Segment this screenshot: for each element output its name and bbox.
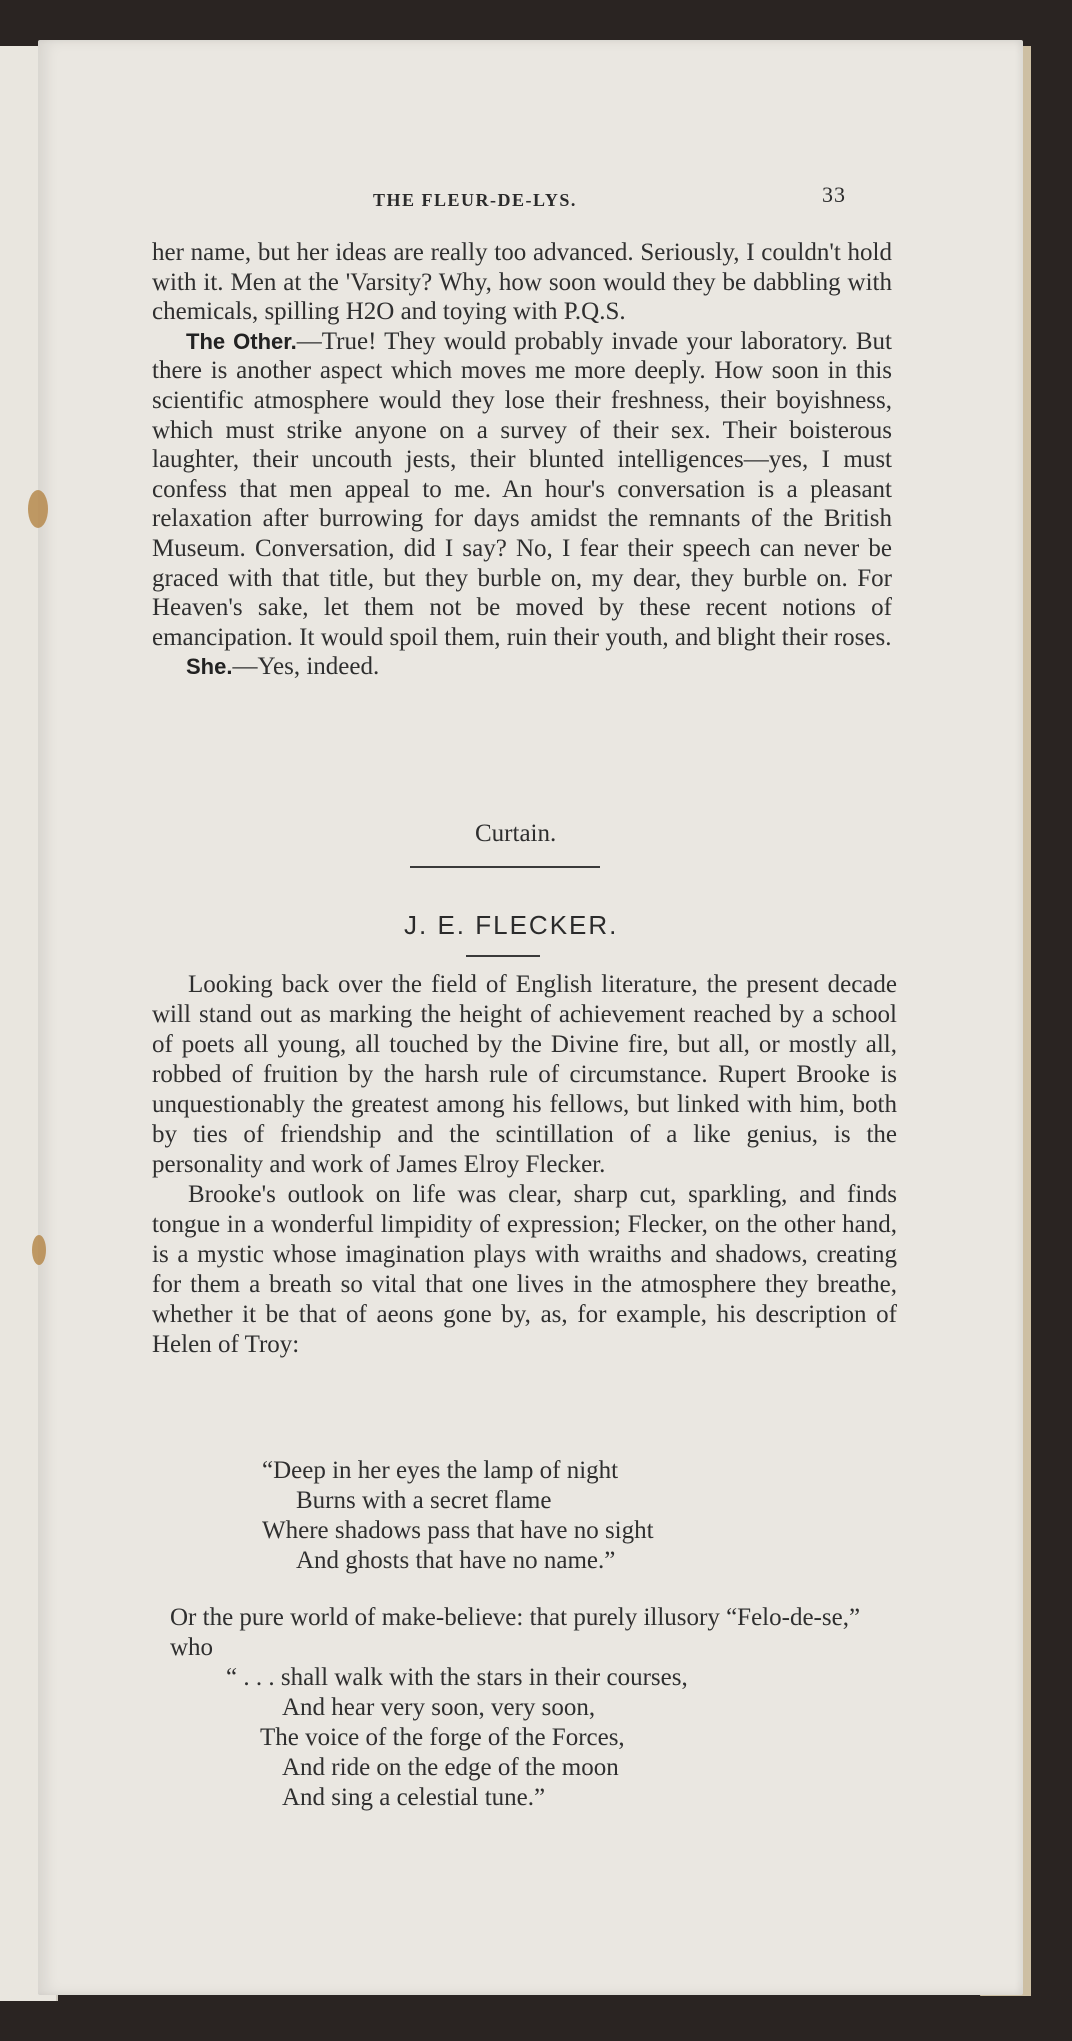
section-divider: [410, 866, 600, 868]
article-title: J. E. FLECKER.: [404, 910, 619, 940]
binding-stain-top: [28, 490, 48, 528]
article-body: [152, 970, 897, 1360]
poem-line: “Deep in her eyes the lamp of night: [262, 1457, 619, 1484]
running-head: THE FLEUR-DE-LYS.: [373, 190, 577, 210]
dialogue-section: [152, 238, 892, 682]
poem-line: Where shadows pass that have no sight: [262, 1517, 654, 1544]
dialogue-she-paragraph: [152, 652, 892, 682]
dialogue-opening: her name, but her ideas are really too advanced. Seriously, I couldn't hold with it. Men at the 'Varsity? Why, how soon would they be dabbling with chemicals, spilling H2O and toying with P.Q.S.: [152, 239, 892, 326]
poem-line: And ghosts that have no name.”: [296, 1547, 616, 1574]
page-number: 33: [822, 182, 846, 207]
poem-line: And sing a celestial tune.”: [282, 1784, 546, 1811]
poem-line: And ride on the edge of the moon: [282, 1754, 619, 1781]
poem-line: “ . . . shall walk with the stars in their courses,: [226, 1664, 688, 1691]
poem-line: The voice of the forge of the Forces,: [260, 1724, 625, 1751]
poem-helen: [262, 1456, 654, 1576]
curtain-direction: Curtain.: [475, 820, 557, 847]
title-underline: [466, 955, 540, 957]
poem-felo-de-se: [226, 1663, 688, 1813]
binding-stain-bottom: [32, 1235, 46, 1265]
article-paragraph-2: Brooke's outlook on life was clear, sharp cut, sparkling, and finds tongue in a wonderful limpidity of expression; Flecker, on the other hand, is a mystic whose imagination plays with wraiths and shadows, creating for them a breath so vital that one lives in the atmosphere they breathe, whether it be that of aeons gone by, as, for example, his description of Helen of Troy:: [152, 1181, 897, 1358]
dialogue-other-paragraph: [152, 327, 892, 653]
speaker-the-other: The Other.: [186, 328, 297, 354]
poem-line: And hear very soon, very soon,: [282, 1694, 596, 1721]
other-speech: —True! They would probably invade your laboratory. But there is another aspect which moves me more deeply. How soon in this scientific atmosphere would they lose their freshness, their boyishness, which must strike anyone on a survey of their sex. Their boisterous laughter, their uncouth jests, their blunted intelligences—yes, I must confess that men appeal to me. An hour's conversation is a pleasant relaxation after burrowing for days amidst the remnants of the British Museum. Conversation, did I say? No, I fear their speech can never be graced with that title, but they burble on, my dear, they burble on. For Heaven's sake, let them not be moved by these recent notions of emancipation. It would spoil them, ruin their youth, and blight their roses.: [152, 327, 892, 651]
poem-line: Burns with a secret flame: [296, 1487, 552, 1514]
speaker-she: She.: [186, 654, 233, 680]
she-speech: —Yes, indeed.: [232, 653, 380, 681]
article-paragraph-1: Looking back over the field of English literature, the present decade will stand out as marking the height of achievement reached by a school of poets all young, all touched by the Divine fire, but all, or mostly all, robbed of fruition by the harsh rule of circumstance. Rupert Brooke is unquestionably the greatest among his fellows, but linked with him, both by ties of friendship and the scintillation of a like genius, is the personality and work of James Elroy Flecker.: [152, 971, 897, 1178]
transition-text: Or the pure world of make-believe: that purely illusory “Felo-de-se,” who: [170, 1604, 861, 1661]
